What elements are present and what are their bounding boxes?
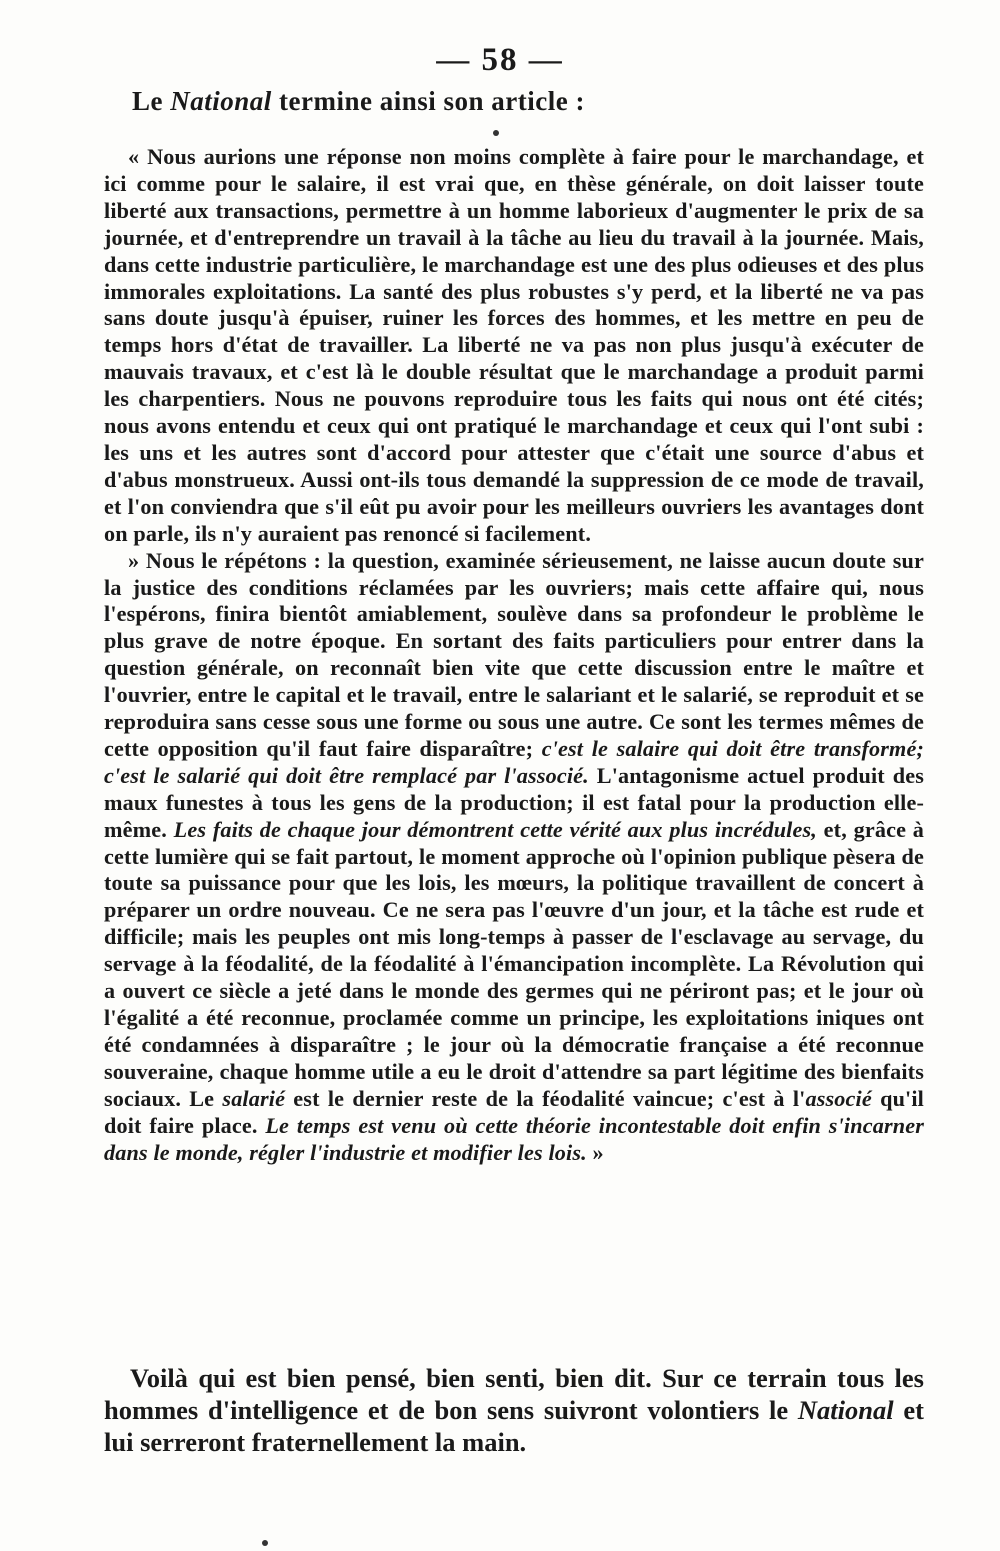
quote-paragraph-1 <box>104 144 924 548</box>
italic-emphasis: Les faits de chaque jour démontrent cette vérité aux plus incrédules, <box>173 816 817 842</box>
text-run: » Nous le répétons : la question, examinée sérieusement, ne laisse aucun doute sur la justice des conditions réclamées par les ouvriers; mais cette affaire qui, nous l'espérons, finira bientôt amiablement, soulève dans sa profondeur le problème le plus grave de notre époque. En sortant des faits particuliers pour entrer dans la question générale, on reconnaît bien vite que cette discussion entre le maître et l'ouvrier, entre le capital et le travail, entre le salariant et le salarié, se reproduit et se reproduira sans cesse sous une forme ou sous une autre. Ce sont les termes mêmes de cette opposition qu'il faut faire disparaître; <box>104 547 924 761</box>
lead-journal-title: National <box>170 86 272 116</box>
text-run: L'antagonisme actuel produit des maux funestes à tous les gens de la production; il est fatal pour la production elle-même. <box>104 762 924 842</box>
italic-emphasis: Le temps est venu où cette théorie incontestable doit enfin s'incarner dans le monde, régler l'industrie et modifier les lois. <box>104 1112 924 1165</box>
lead-prefix: Le <box>132 86 171 116</box>
quoted-article <box>104 144 924 1166</box>
ink-speck <box>493 130 499 136</box>
text-run: est le dernier reste de la féodalité vaincue; c'est à l' <box>285 1085 806 1111</box>
quote-paragraph-2 <box>104 548 924 1167</box>
closing-journal-title: National <box>797 1395 894 1425</box>
text-run: et, grâce à cette lumière qui se fait partout, le moment approche où l'opinion publique pèsera de toute sa puissance pour que les lois, les mœurs, la politique travaillent de concert à préparer un ordre nouveau. Ce ne sera pas l'œuvre d'un jour, et la tâche est rude et difficile; mais les peuples ont mis long-temps à passer de l'esclavage au servage, du servage à la féodalité, de la féodalité à l'émancipation incomplète. La Révolution qui a ouvert ce siècle a jeté dans le monde des germes qui ne périront pas; et le jour où l'égalité a été reconnue, proclamée comme un principe, les exploitations iniques ont été condamnées à disparaître ; le jour où la démocratie française a été reconnue souveraine, chaque homme utile a eu le droit d'attendre sa part légitime des bienfaits sociaux. Le <box>104 816 925 1111</box>
lead-suffix: termine ainsi son article : <box>271 86 585 116</box>
italic-emphasis: salarié <box>222 1085 286 1111</box>
lead-sentence <box>132 86 585 117</box>
closing-part-1: Voilà qui est bien pensé, bien senti, bien dit. Sur ce terrain tous les hommes d'intelligence et de bon sens suivront volontiers le <box>104 1363 924 1425</box>
italic-emphasis: c'est le salaire qui doit être transformé; c'est le salarié qui doit être remplacé par l'associé. <box>104 735 924 788</box>
closing-paragraph <box>104 1362 924 1458</box>
text-run: qu'il doit faire place. <box>104 1085 925 1138</box>
page-number: — 58 — <box>436 42 564 78</box>
closing-part-2: et lui serreront fraternellement la main. <box>104 1395 924 1457</box>
text-run: » <box>586 1139 604 1165</box>
ink-speck <box>262 1540 268 1546</box>
italic-emphasis: associé <box>805 1085 872 1111</box>
text-run: « Nous aurions une réponse non moins complète à faire pour le marchandage, et ici comme pour le salaire, il est vrai que, en thèse générale, on doit laisser toute liberté aux transactions, permettre à un homme laborieux d'augmenter le prix de sa journée, et d'entreprendre un travail à la tâche au lieu du travail à la journée. Mais, dans cette industrie particulière, le marchandage est une des plus odieuses et des plus immorales exploitations. La santé des plus robustes s'y perd, et la liberté ne va pas sans doute jusqu'à épuiser, ruiner les forces des hommes, et les mettre en peu de temps hors d'état de travailler. La liberté ne va pas non plus jusqu'à exécuter de mauvais travaux, et c'est là le double résultat que le marchandage a produit parmi les charpentiers. Nous ne pouvons reproduire tous les faits qui nous ont été cités; nous avons entendu et ceux qui ont pratiqué le marchandage et ceux qui l'ont subi : les uns et les autres sont d'accord pour attester que c'était une source d'abus et d'abus monstrueux. Aussi ont-ils tous demandé la suppression de ce mode de travail, et l'on conviendra que s'il eût pu avoir pour les meilleurs ouvriers les avantages dont on parle, ils n'y auraient pas renoncé si facilement. <box>104 144 924 546</box>
